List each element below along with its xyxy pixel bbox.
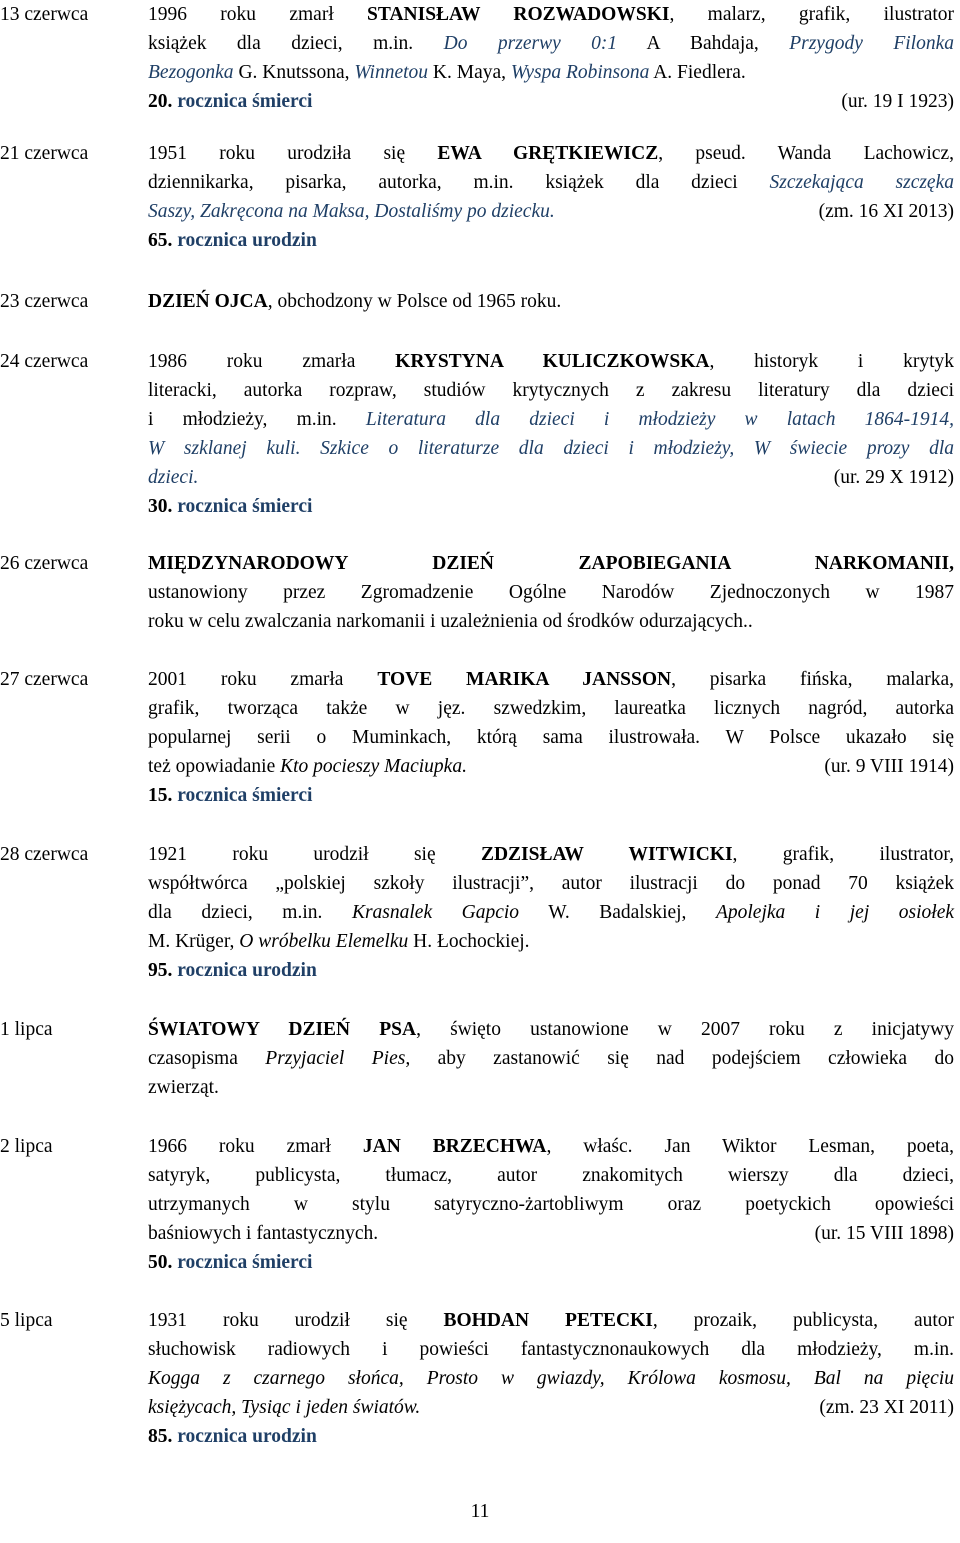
magazine-title: Przyjaciel Pies,: [265, 1048, 411, 1069]
book-title: księżycach, Tysiąc i jeden światów.: [148, 1397, 421, 1418]
person-name: STANISŁAW ROZWADOWSKI: [367, 4, 670, 25]
entry-line: [148, 1393, 954, 1422]
entry-body: [148, 1306, 954, 1451]
person-name: KRYSTYNA KULICZKOWSKA: [395, 351, 710, 372]
anniversary-label: 95. rocznica urodzin: [148, 960, 317, 981]
anniversary-label: 65. rocznica urodzin: [148, 230, 317, 251]
entry-line: 1996 roku zmarł STANISŁAW ROZWADOWSKI, malarz, grafik, ilustrator: [148, 4, 955, 25]
entry-line: grafik, tworząca także w jęz. szwedzkim, laureatka licznych nagród, autorka: [148, 698, 954, 719]
entry-line: DZIEŃ OJCA, obchodzony w Polsce od 1965 roku.: [148, 291, 562, 312]
entry-line: satyryk, publicysta, tłumacz, autor znakomitych wierszy dla dzieci,: [148, 1165, 954, 1186]
book-title: Apolejka i jej osiołek: [715, 902, 955, 923]
book-title: Winnetou: [354, 62, 429, 83]
person-name: EWA GRĘTKIEWICZ: [437, 143, 659, 164]
holiday-name: DZIEŃ OJCA: [148, 291, 268, 312]
entry-line: słuchowisk radiowych i powieści fantastycznonaukowych dla młodzieży, m.in.: [148, 1339, 954, 1360]
entry-line: 1986 roku zmarła KRYSTYNA KULICZKOWSKA, historyk i krytyk: [148, 351, 954, 372]
entry-line: popularnej serii o Muminkach, którą sama ilustrowała. W Polsce ukazało się: [148, 727, 954, 748]
entry-line: 1921 roku urodził się ZDZISŁAW WITWICKI, grafik, ilustrator,: [148, 844, 955, 865]
life-date: (zm. 16 XI 2013): [818, 201, 954, 222]
entry-line: literacki, autorka rozpraw, studiów krytycznych z zakresu literatury dla dzieci: [148, 380, 954, 401]
book-title: W szklanej kuli. Szkice o literaturze dla dzieci i młodzieży, W świecie prozy dla: [148, 438, 954, 459]
person-name: TOVE MARIKA JANSSON: [377, 669, 672, 690]
entry-body: [148, 139, 954, 255]
entry-line: współtwórca „polskiej szkoły ilustracji”, autor ilustracji do ponad 70 książek: [148, 873, 954, 894]
entry-date: 24 czerwca: [0, 351, 89, 372]
life-date: (ur. 15 VIII 1898): [814, 1223, 954, 1244]
page-number: 11: [470, 1501, 490, 1522]
book-title: Przygody Filonka: [789, 33, 954, 54]
entry-line: ustanowiony przez Zgromadzenie Ogólne Narodów Zjednoczonych w 1987: [148, 582, 954, 603]
book-title: Szczekająca szczęka: [769, 172, 954, 193]
entry-date: 21 czerwca: [0, 143, 89, 164]
entry-line: dziennikarka, pisarka, autorka, m.in. książek dla dzieci Szczekająca szczęka: [148, 172, 954, 193]
book-title: Saszy, Zakręcona na Maksa, Dostaliśmy po dziecku.: [148, 201, 555, 222]
holiday-name: MIĘDZYNARODOWY DZIEŃ ZAPOBIEGANIA NARKOMANII,: [148, 553, 954, 574]
entry-line: książek dla dzieci, m.in. Do przerwy 0:1 A Bahdaja, Przygody Filonka: [148, 33, 954, 54]
entry-line: baśniowych i fantastycznych. (ur. 15 VIII 1898): [148, 1219, 954, 1248]
person-name: JAN BRZECHWA: [362, 1136, 547, 1157]
entry-date: 13 czerwca: [0, 4, 89, 25]
book-title: Do przerwy 0:1: [443, 33, 618, 54]
anniversary-label: 15. rocznica śmierci: [148, 785, 313, 806]
anniversary-label: 85. rocznica urodzin: [148, 1426, 317, 1447]
anniversary-label: 30. rocznica śmierci: [148, 496, 313, 517]
entry-line: [148, 549, 954, 578]
entry-date: 28 czerwca: [0, 844, 89, 865]
entry-body: [148, 1132, 954, 1277]
book-title: Wyspa Robinsona: [510, 62, 650, 83]
book-title: O wróbelku Elemelku: [239, 931, 409, 952]
entry-line: ŚWIATOWY DZIEŃ PSA, święto ustanowione w 2007 roku z inicjatywy: [148, 1019, 954, 1040]
entry-line: 1966 roku zmarł JAN BRZECHWA, właśc. Jan Wiktor Lesman, poeta,: [148, 1136, 954, 1157]
anniversary-label: 50. rocznica śmierci: [148, 1252, 313, 1273]
entry-line: też opowiadanie Kto pocieszy Maciupka. (ur. 9 VIII 1914): [148, 752, 954, 781]
entry-line: 2001 roku zmarła TOVE MARIKA JANSSON, pisarka fińska, malarka,: [148, 669, 954, 690]
entry-body: [148, 0, 954, 116]
entry-date: 5 lipca: [0, 1310, 53, 1331]
entry-date: 26 czerwca: [0, 553, 89, 574]
entry-date: 2 lipca: [0, 1136, 53, 1157]
book-title: Bezogonka: [148, 62, 234, 83]
entry-line: M. Krüger, O wróbelku Elemelku H. Łochockiej.: [148, 931, 530, 952]
life-date: (zm. 23 XI 2011): [819, 1397, 954, 1418]
book-title: Krasnalek Gapcio: [351, 902, 520, 923]
entry-body: [148, 549, 954, 636]
entry-line: roku w celu zwalczania narkomanii i uzależnienia od środków odurzających..: [148, 611, 753, 632]
entry-line: czasopisma Przyjaciel Pies, aby zastanowić się nad podejściem człowieka do: [148, 1048, 954, 1069]
entry-line: zwierząt.: [148, 1077, 219, 1098]
holiday-name: ŚWIATOWY DZIEŃ PSA: [148, 1019, 417, 1040]
entry-date: 1 lipca: [0, 1019, 53, 1040]
entry-line: utrzymanych w stylu satyryczno-żartobliwym oraz poetyckich opowieści: [148, 1194, 954, 1215]
book-title: Literatura dla dzieci i młodzieży w latach 1864-1914,: [365, 409, 954, 430]
book-title: Kogga z czarnego słońca, Prosto w gwiazdy, Królowa kosmosu, Bal na pięciu: [148, 1368, 954, 1389]
entry-line: i młodzieży, m.in. Literatura dla dzieci i młodzieży w latach 1864-1914,: [148, 409, 954, 430]
person-name: BOHDAN PETECKI: [443, 1310, 653, 1331]
life-date: (ur. 29 X 1912): [833, 467, 954, 488]
entry-date: 23 czerwca: [0, 291, 89, 312]
entry-body: [148, 287, 954, 316]
entry-line: dla dzieci, m.in. Krasnalek Gapcio W. Badalskiej, Apolejka i jej osiołek: [148, 902, 955, 923]
entry-line: 1931 roku urodził się BOHDAN PETECKI, prozaik, publicysta, autor: [148, 1310, 955, 1331]
entry-body: [148, 840, 954, 985]
entry-date: 27 czerwca: [0, 669, 89, 690]
entry-line: [148, 463, 954, 492]
book-title: dzieci.: [148, 467, 199, 488]
anniversary-line: [148, 87, 954, 116]
entry-line: [148, 434, 954, 463]
life-date: (ur. 9 VIII 1914): [824, 756, 954, 777]
anniversary-label: 20. rocznica śmierci: [148, 91, 313, 112]
entry-line: Bezogonka G. Knutssona, Winnetou K. Maya, Wyspa Robinsona A. Fiedlera.: [148, 62, 746, 83]
book-title: Kto pocieszy Maciupka.: [280, 756, 467, 777]
entry-line: 1951 roku urodziła się EWA GRĘTKIEWICZ, pseud. Wanda Lachowicz,: [148, 143, 954, 164]
entry-body: [148, 1015, 954, 1102]
person-name: ZDZISŁAW WITWICKI: [480, 844, 733, 865]
life-date: (ur. 19 I 1923): [841, 91, 954, 112]
entry-body: [148, 347, 954, 521]
entry-line: [148, 197, 954, 226]
entry-line: [148, 1364, 954, 1393]
entry-body: [148, 665, 954, 810]
